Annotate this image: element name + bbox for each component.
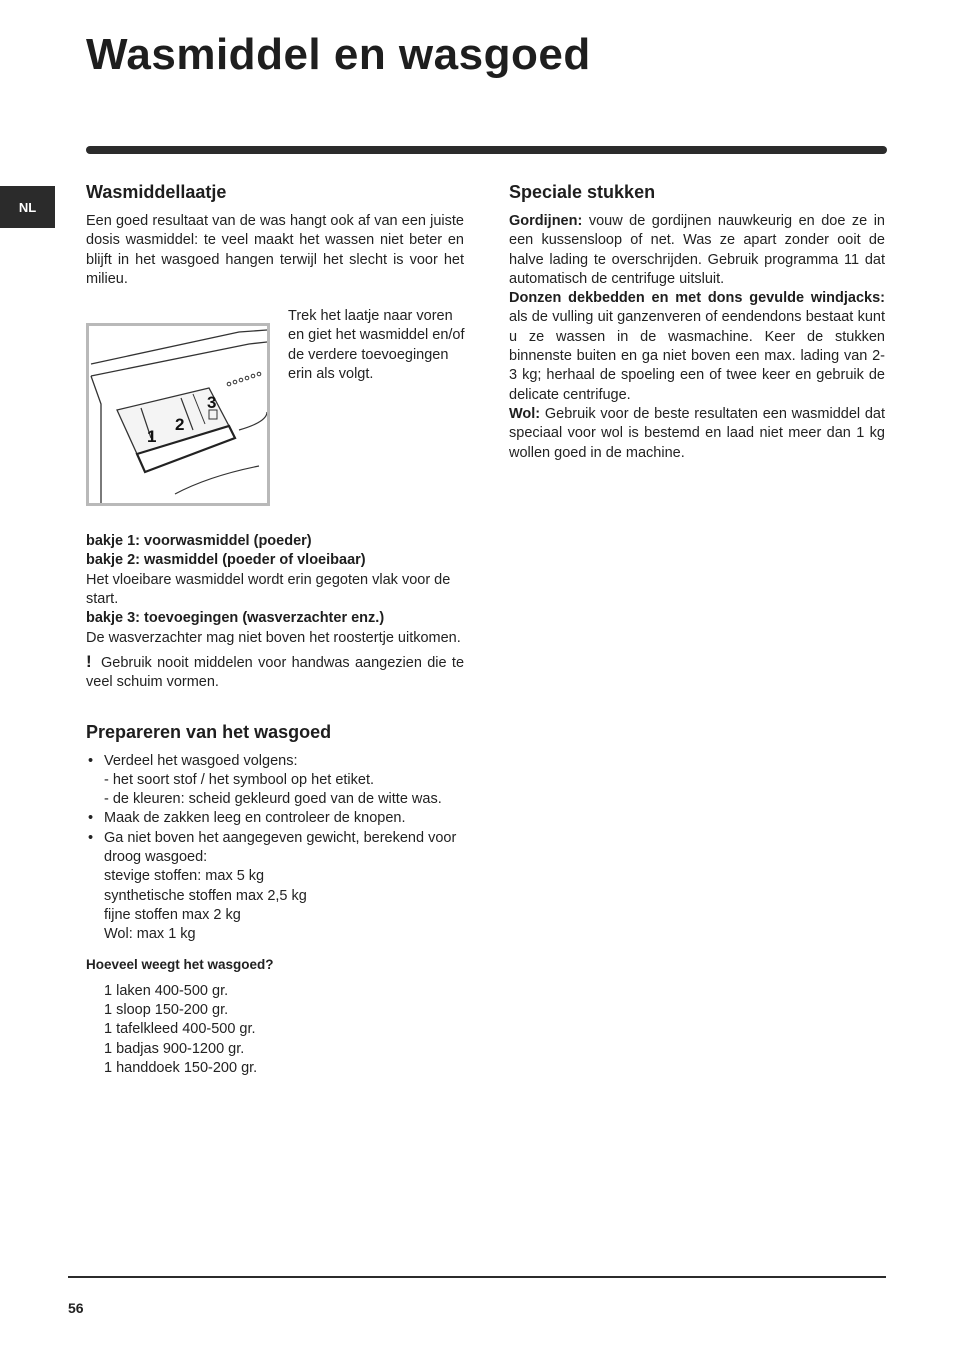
list-item: 1 laken 400-500 gr. bbox=[104, 982, 229, 999]
weight-line: synthetische stoffen max 2,5 kg bbox=[104, 887, 307, 904]
duvets-text: als de vulling uit ganzenveren of eendendons bestaat kunt u ze wassen in de wasmachine. Keer de stukken binnenste buiten en ga niet boven een max. lading van 2-3 kg; herhaal de spoeling een of twee keer en gebruik de delicate centrifuge. bbox=[509, 309, 885, 403]
compartment-3-label: 3 bbox=[207, 393, 217, 413]
page-number: 56 bbox=[68, 1300, 84, 1316]
weight-table-heading: Hoeveel weegt het wasgoed? bbox=[86, 956, 274, 972]
preparation-list bbox=[86, 752, 464, 945]
section-heading-special-items: Speciale stukken bbox=[509, 182, 656, 202]
curtains-label: Gordijnen: bbox=[509, 213, 583, 229]
footer-divider bbox=[68, 1276, 886, 1278]
compartment-1-label: 1 bbox=[147, 427, 157, 447]
list-item: • Maak de zakken leeg en controleer de knopen. bbox=[86, 809, 464, 828]
weight-line: fijne stoffen max 2 kg bbox=[104, 906, 241, 923]
left-column bbox=[86, 180, 464, 1078]
warning-text: Gebruik nooit middelen voor handwas aangezien die te veel schuim vormen. bbox=[86, 654, 465, 691]
list-item: 1 handdoek 150-200 gr. bbox=[104, 1060, 258, 1077]
drawer-figure-caption: Trek het laatje naar voren en giet het wasmiddel en/of de verdere toevoegingen erin als volgt. bbox=[288, 308, 465, 383]
curtains-text: vouw de gordijnen nauwkeurig en doe ze in een kussensloop of net. Was ze apart zonder ooit de halve lading te overschrijden. Gebruik programma 11 dat automatisch de centrifuge uitsluit. bbox=[509, 213, 885, 287]
handwash-warning bbox=[86, 652, 464, 693]
compartment-2-text: Het vloeibare wasmiddel wordt erin gegoten vlak voor de start. bbox=[86, 571, 451, 608]
weight-line: stevige stoffen: max 5 kg bbox=[104, 868, 265, 885]
list-item: • Verdeel het wasgoed volgens: - het soort stof / het symbool op het etiket. - de kleuren: scheid gekleurd goed van de witte was. bbox=[86, 752, 464, 810]
wool-label: Wol: bbox=[509, 405, 541, 422]
list-item: • Ga niet boven het aangegeven gewicht, berekend voor droog wasgoed: stevige stoffen: max 5 kg synthetische stoffen max 2,5 kg fijne stoffen max 2 kg Wol: max 1 kg bbox=[86, 829, 464, 945]
title-divider bbox=[86, 146, 887, 154]
weight-line: Wol: max 1 kg bbox=[104, 926, 196, 943]
section-heading-laundry-preparation: Prepareren van het wasgoed bbox=[86, 721, 332, 742]
list-item: 1 tafelkleed 400-500 gr. bbox=[104, 1021, 256, 1038]
compartment-1-title: bakje 1: voorwasmiddel (poeder) bbox=[86, 533, 312, 550]
detergent-intro-text: Een goed resultaat van de was hangt ook af van een juiste dosis wasmiddel: te veel maakt het wassen niet beter en blijft in het wasgoed hangen terwijl het slecht is voor het milieu. bbox=[86, 213, 464, 287]
right-column bbox=[509, 180, 885, 463]
compartment-descriptions bbox=[86, 532, 464, 692]
detergent-drawer-drawing bbox=[89, 326, 267, 503]
sub-item-fabric: - het soort stof / het symbool op het etiket. bbox=[104, 771, 374, 788]
compartment-2-label: 2 bbox=[175, 415, 185, 435]
list-item: 1 sloop 150-200 gr. bbox=[104, 1002, 229, 1019]
item-weight-list bbox=[86, 982, 464, 1078]
curtains-paragraph bbox=[509, 212, 885, 289]
page-title: Wasmiddel en wasgoed bbox=[86, 30, 591, 79]
laundry-preparation-section bbox=[86, 720, 464, 1079]
language-tab: NL bbox=[0, 186, 55, 228]
wool-text: Gebruik voor de beste resultaten een wasmiddel dat speciaal voor wol is bestemd en laad niet meer dan 1 kg wollen goed in de machine. bbox=[509, 405, 885, 461]
compartment-2-title: bakje 2: wasmiddel (poeder of vloeibaar) bbox=[86, 552, 366, 569]
section-heading-detergent-drawer: Wasmiddellaatje bbox=[86, 182, 227, 202]
sub-item-colours: - de kleuren: scheid gekleurd goed van de witte was. bbox=[104, 791, 442, 808]
duvets-paragraph bbox=[509, 289, 885, 405]
list-item: 1 badjas 900-1200 gr. bbox=[104, 1040, 245, 1057]
wool-paragraph bbox=[509, 405, 885, 463]
detergent-drawer-illustration bbox=[86, 323, 270, 506]
compartment-3-title: bakje 3: toevoegingen (wasverzachter enz.) bbox=[86, 610, 385, 627]
drawer-figure-row bbox=[86, 307, 464, 523]
compartment-3-text: De wasverzachter mag niet boven het roostertje uitkomen. bbox=[86, 629, 461, 646]
warning-icon: ! bbox=[86, 651, 92, 671]
duvets-label: Donzen dekbedden en met dons gevulde windjacks: bbox=[509, 290, 885, 307]
